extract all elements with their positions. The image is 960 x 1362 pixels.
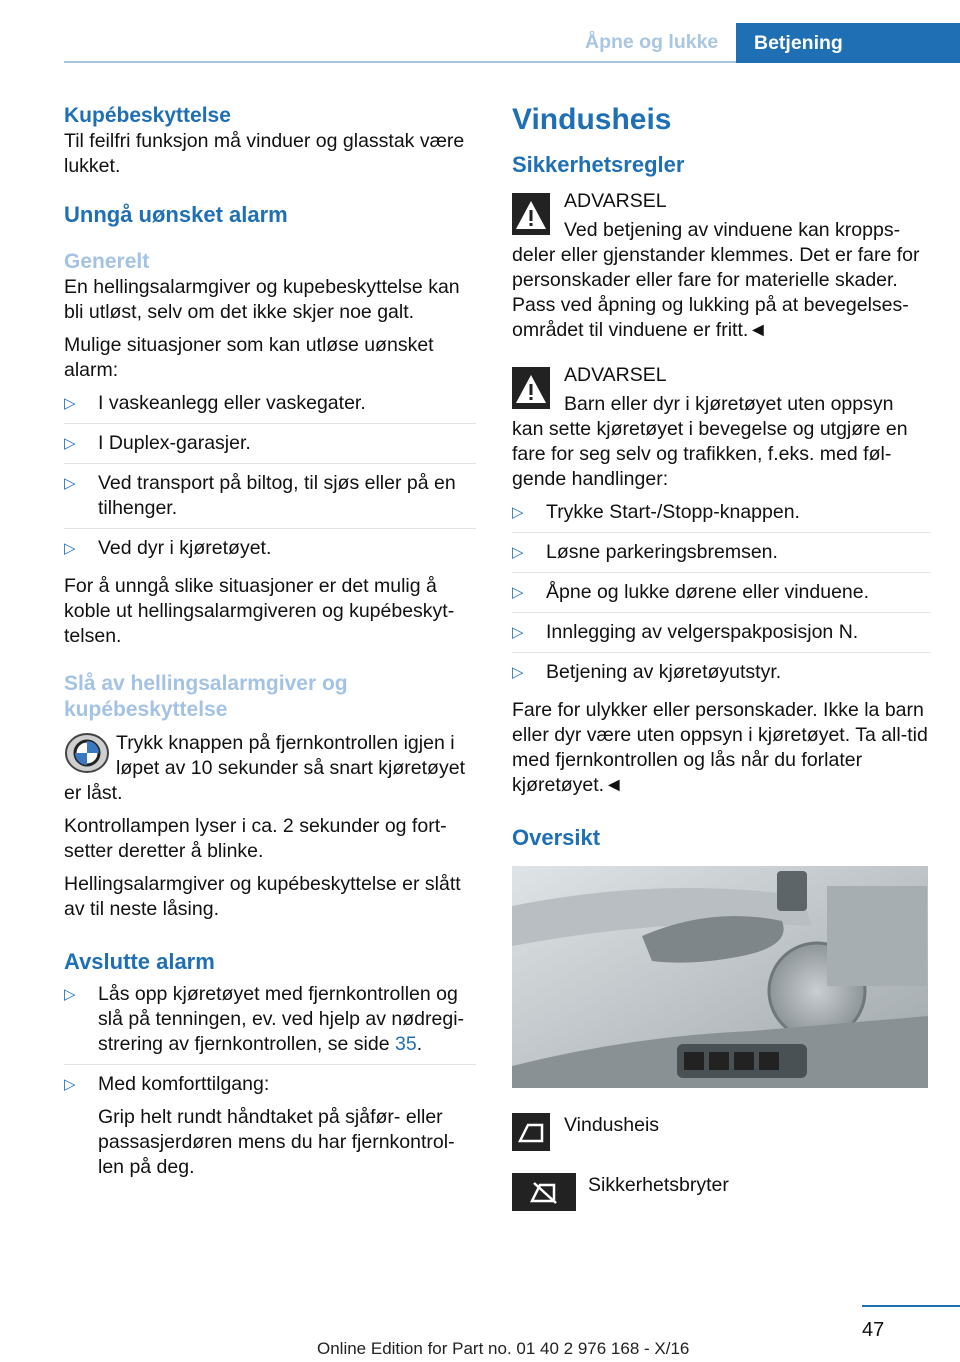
left-column <box>64 103 476 1193</box>
legend-label-vindusheis: Vindusheis <box>564 1114 660 1136</box>
warning-triangle-icon <box>512 367 550 409</box>
dangerous-actions-list <box>512 500 930 692</box>
warning-2-text: Barn eller dyr i kjøretøyet uten oppsyn kan sette kjøretøyet i bevegelse og utgjøre en fare for seg selv og trafikken, f.eks. med føl‐gende handlinger: <box>512 393 908 490</box>
legend-label-sikkerhetsbryter: Sikkerhetsbryter <box>588 1174 729 1196</box>
list-item <box>64 1072 476 1187</box>
triangle-bullet-icon: ▷ <box>64 986 76 1003</box>
window-lift-icon <box>512 1113 550 1151</box>
warning-1-header <box>512 189 930 214</box>
list-item-text: Innlegging av velgerspakposisjon N. <box>546 621 859 643</box>
list-item <box>64 536 476 568</box>
warning-triangle-icon <box>512 193 550 235</box>
chapter-title-vindusheis: Vindusheis <box>512 103 672 136</box>
subsection-title-generelt: Generelt <box>64 250 150 273</box>
generelt-paragraph-1: En hellingsalarmgiver og kupebeskyttelse kan bli utløst, selv om det ikke skjer noe galt. <box>64 276 460 323</box>
door-panel-photo <box>512 866 928 1088</box>
right-column <box>512 101 930 1233</box>
triangle-bullet-icon: ▷ <box>64 475 76 492</box>
unnga-paragraph: For å unngå slike situasjoner er det mulig å koble ut hellingsalarmgiveren og kupébeskyt‐telsen. <box>64 575 455 647</box>
triangle-bullet-icon: ▷ <box>64 395 76 412</box>
warning-2-label: ADVARSEL <box>564 364 667 386</box>
sla-av-paragraph-1-text: Trykk knappen på fjernkontrollen igjen i løpet av 10 sekunder så snart kjøretøyet er låst. <box>64 732 465 804</box>
list-item-text: I Duplex-garasjer. <box>98 432 251 454</box>
section-title-avslutte-alarm: Avslutte alarm <box>64 949 215 974</box>
list-item <box>512 540 930 573</box>
triangle-bullet-icon: ▷ <box>64 1076 76 1093</box>
list-item-text: Ved dyr i kjøretøyet. <box>98 537 272 559</box>
section-title-sikkerhetsregler: Sikkerhetsregler <box>512 152 685 177</box>
avslutte-list <box>64 982 476 1187</box>
warning-1-text: Ved betjening av vinduene kan kropps‐deler eller gjenstander klemmes. Det er fare for personskader eller fare for materielle skader. Pass ved åpning og lukking på at bevegelses‐området til vinduene er fritt.◄ <box>512 219 920 341</box>
list-item <box>64 471 476 529</box>
page-number: 47 <box>862 1319 885 1341</box>
sla-av-paragraph-2: Kontrollampen lyser i ca. 2 sekunder og fort‐setter deretter å blinke. <box>64 815 447 862</box>
triangle-bullet-icon: ▷ <box>512 584 524 601</box>
list-item <box>512 580 930 613</box>
subsection-title-sla-av: Slå av hellingsalarmgiver og kupébeskyttelse <box>64 672 348 721</box>
safety-switch-icon <box>512 1173 576 1211</box>
warning-1-label: ADVARSEL <box>564 190 667 212</box>
list-item-text: Lås opp kjøretøyet med fjernkontrollen og slå på tenningen, ev. ved hjelp av nødregi‐strering av fjernkontrollen, se side <box>98 983 465 1055</box>
triangle-bullet-icon: ▷ <box>512 504 524 521</box>
legend-row-vindusheis <box>512 1113 930 1163</box>
header-chapter-tab: Betjening <box>736 23 960 63</box>
list-item <box>512 620 930 653</box>
legend-row-sikkerhetsbryter <box>512 1173 930 1223</box>
list-item <box>512 660 930 692</box>
list-item <box>64 391 476 424</box>
list-item-text: I vaskeanlegg eller vaskegater. <box>98 392 366 414</box>
list-item-text: Med komforttilgang: <box>98 1073 270 1095</box>
list-item-end: . <box>416 1033 423 1055</box>
list-item <box>64 982 476 1065</box>
page-link[interactable]: 35 <box>394 1033 417 1055</box>
situations-list <box>64 391 476 568</box>
edition-footer: Online Edition for Part no. 01 40 2 976 168 - X/16 <box>317 1339 690 1358</box>
triangle-bullet-icon: ▷ <box>64 435 76 452</box>
sla-av-paragraph-3: Hellingsalarmgiver og kupébeskyttelse er slått av til neste låsing. <box>64 873 461 920</box>
triangle-bullet-icon: ▷ <box>512 544 524 561</box>
list-item-text: Trykke Start-/Stopp-knappen. <box>546 501 800 523</box>
header-section-title: Åpne og lukke <box>585 31 719 53</box>
triangle-bullet-icon: ▷ <box>64 540 76 557</box>
list-item-text: Betjening av kjøretøyutstyr. <box>546 661 782 683</box>
generelt-paragraph-2: Mulige situasjoner som kan utløse uønsket alarm: <box>64 334 434 381</box>
list-item-text: Åpne og lukke dørene eller vinduene. <box>546 581 870 603</box>
triangle-bullet-icon: ▷ <box>512 624 524 641</box>
sla-av-paragraph-1 <box>64 731 476 806</box>
list-item <box>512 500 930 533</box>
kupebeskyttelse-text: Til feilfri funksjon må vinduer og glasstak være lukket. <box>64 130 465 177</box>
page-number-rule <box>862 1305 960 1307</box>
list-item-text: Løsne parkeringsbremsen. <box>546 541 778 563</box>
warning-2-header <box>512 363 930 388</box>
list-item-text: Ved transport på biltog, til sjøs eller på en tilhenger. <box>98 472 456 519</box>
warning-2-end-text: Fare for ulykker eller personskader. Ikke la barn eller dyr være uten oppsyn i kjøretøyet. Ta all‐tid med fjernkontrollen og lås når du forlater kjøretøyet.◄ <box>512 699 928 796</box>
bmw-key-icon <box>64 731 110 775</box>
list-item-subtext: Grip helt rundt håndtaket på sjåfør- eller passasjerdøren mens du har fjernkontrol‐len på deg. <box>98 1106 455 1178</box>
list-item <box>64 431 476 464</box>
section-title-kupebeskyttelse: Kupébeskyttelse <box>64 104 231 127</box>
section-title-oversikt: Oversikt <box>512 825 601 850</box>
triangle-bullet-icon: ▷ <box>512 664 524 681</box>
section-title-unnga-alarm: Unngå uønsket alarm <box>64 202 288 227</box>
